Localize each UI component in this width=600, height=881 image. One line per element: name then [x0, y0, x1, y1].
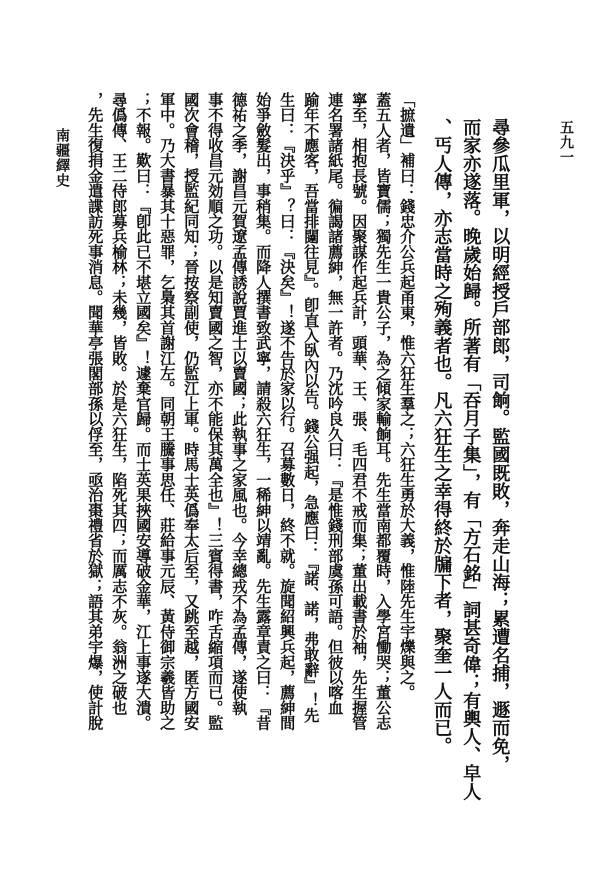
main-text-column-2: 而家亦遂落。晚歲始歸。所著有「吞月子集」，有「方石銘」詞甚奇偉；有輿人、皁人 [460, 118, 482, 801]
annotation-column-5: 踰年不應客，吾當排闥往見』。卽直入臥內以告。錢公强起，急應曰：『諾、諾，弗敢辭』！先 [302, 92, 321, 723]
annotation-column-10: 國次會稽，授監紀同知；晉按察副使，仍監江上軍。時馬士英僞奉太后至，又跳至越，匿方國安 [182, 92, 201, 731]
annotation-column-2: 蓋五人者，皆寶儒；獨先生一貴公子，為之傾家輸餉耳。先生當南都覆時，入學宮慟哭；董公志 [374, 92, 393, 731]
annotation-column-13: 尋僞傳、王二侍郎募兵榆林；未幾，皆敗。於是六狂生，陷死其四；而厲志不灰。翁洲之破也 [110, 92, 129, 716]
page-number: 五九一 [558, 120, 574, 165]
main-text-column-1: 尋參瓜里軍，以明經授戶部郎，司餉。監國既敗，奔走山海；累遭名捕，遯而免， [489, 118, 511, 774]
annotation-column-1: 「摭遺」補曰：錢忠介公兵起甬東，惟六狂生羣之；六狂生勇於大義，惟陸先生宇爍與之。 [398, 92, 417, 700]
annotation-column-8: 德祐之季，謝昌元賀遼孟傳誘說賈進士以賣國；此執事之家風也。今幸總戎不為孟傳，遂使執 [230, 92, 249, 716]
annotation-column-4: 連名署諸紙尾。徧謁諸薦紳，無一許者。乃沈吟良久曰：『是惟錢刑部虞孫可語。但彼以喀血 [326, 92, 345, 716]
annotation-column-6: 生曰：『決乎』？曰：『決矣』！遂不告於家以行。召募數日，終不就。旋聞紹興兵起，薦紳間 [278, 92, 297, 731]
annotation-column-14: ，先生復捐金遣諜訪死事消息。聞華亭張閣部孫以俘至，亟治棗禮省於獄；語其弟宇爆，使計脫 [86, 92, 105, 731]
annotation-column-7: 始爭斂髮出，事稍集。而降人撰書致武寧，請殺六狂生，一稀紳以靖亂。先生露章責之曰：『昔 [254, 92, 273, 731]
annotation-column-9: 事不得收昌元効順之功。以是知賣國之智，亦不能保其萬全也』！三賓得書，咋舌縮項而已。監 [206, 92, 225, 731]
annotation-column-3: 寧至，相抱長號。因聚謀作起兵計，頭華、王、張、毛四君不戒而集；董出載書於袖，先生握管 [350, 92, 369, 731]
main-text-column-3: 、丐人傳，亦志當時之殉義者也。凡六狂生之幸得終於牖下者，聚奎一人而已。 [431, 118, 453, 755]
annotation-column-11: 軍中。乃大書暴其十惡罪，乞梟其首謝江左。同朝王騰事思任、莊給事元辰、黃侍御宗羲皆助之 [158, 92, 177, 731]
annotation-column-12: ；不報。歎曰：『卽此已不堪立國矣』！遽棄官歸。而士英果挾國安導破金華，江上事遂大潰。 [134, 92, 153, 731]
book-title: 南疆繹史 [54, 128, 70, 188]
